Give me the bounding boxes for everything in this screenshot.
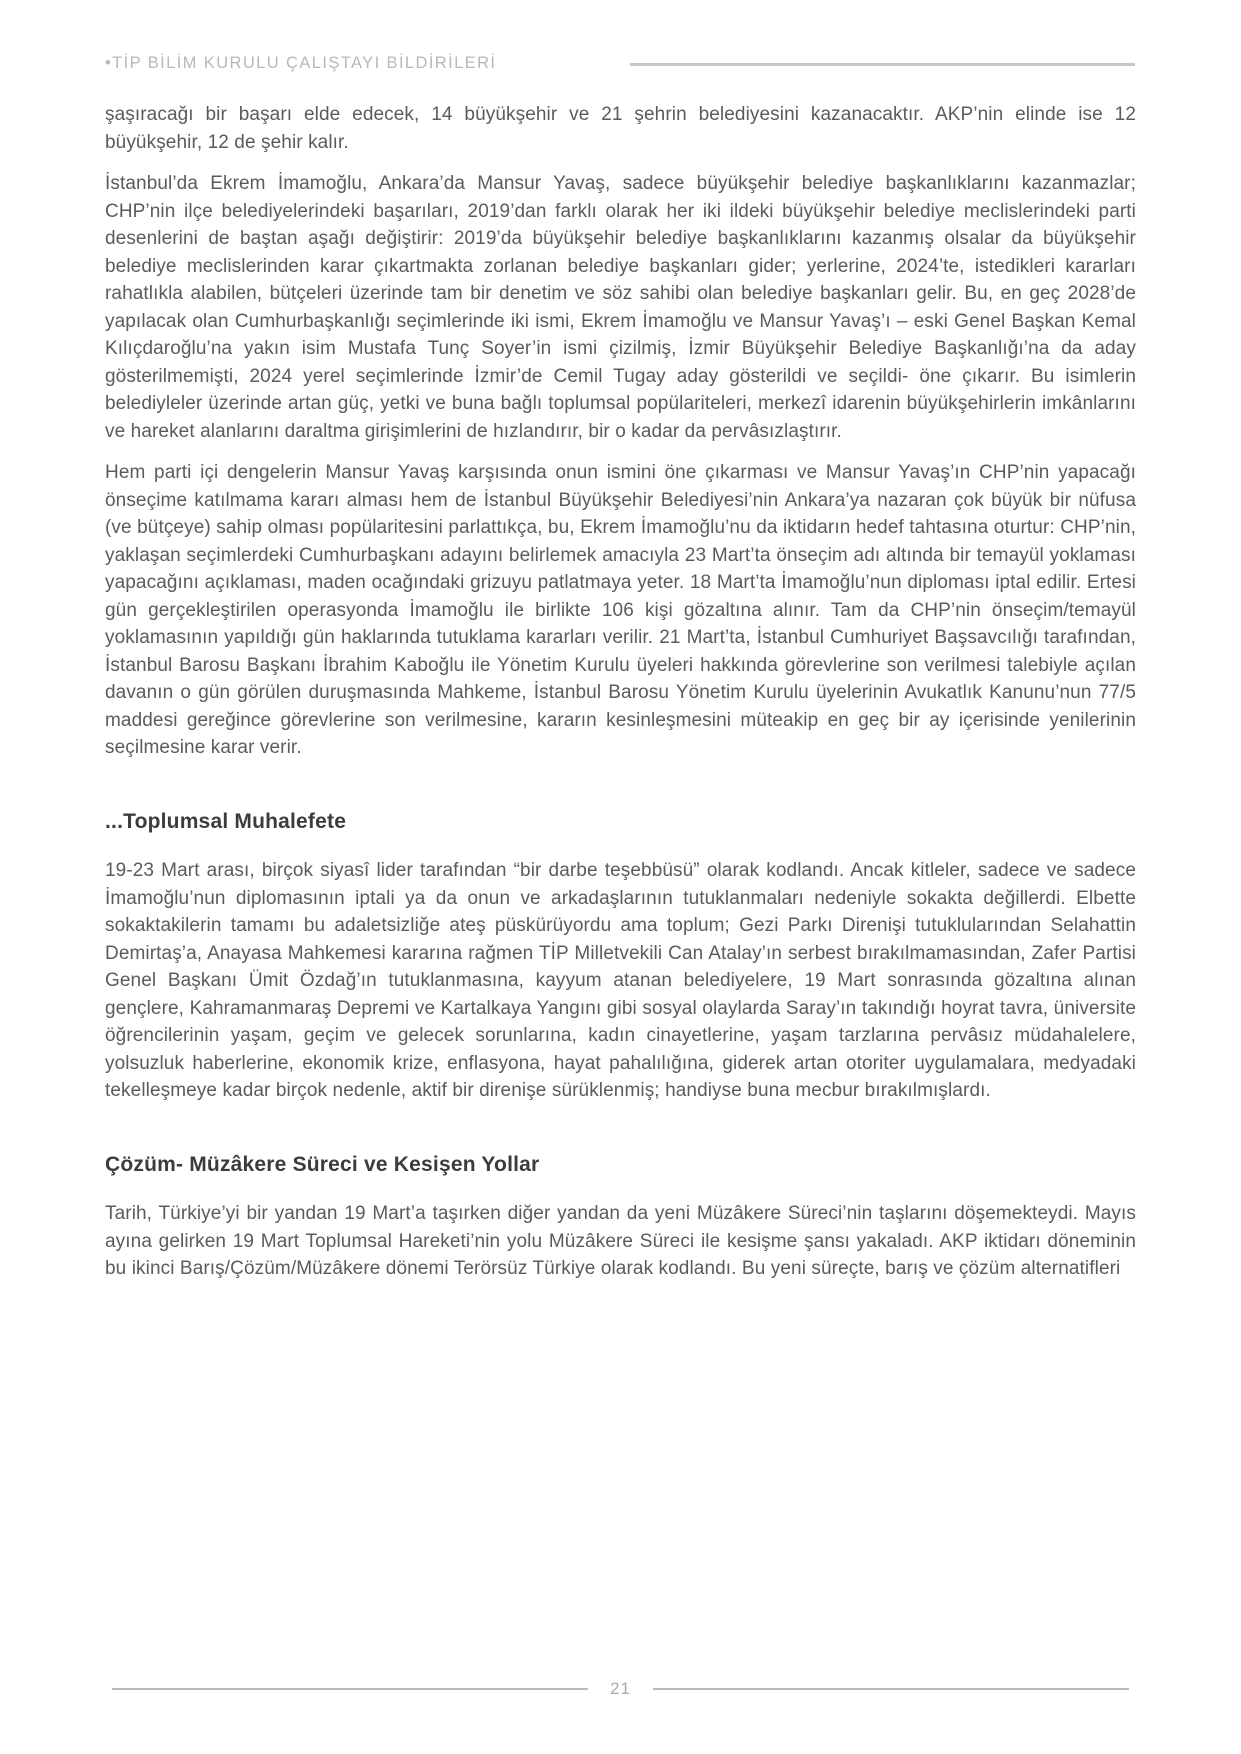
section-heading: Çözüm- Müzâkere Süreci ve Kesişen Yollar <box>105 1152 540 1176</box>
paragraph: şaşıracağı bir başarı elde edecek, 14 büyükşehir ve 21 şehrin belediyesini kazanacaktır. AKP’nin elinde ise 12 büyükşehir, 12 de şehir kalır. <box>105 104 1136 153</box>
page-footer <box>112 1679 1129 1699</box>
document-body <box>105 101 1136 1297</box>
paragraph: Hem parti içi dengelerin Mansur Yavaş karşısında onun ismini öne çıkarması ve Mansur Yavaş’ın CHP’nin yapacağı önseçime katılmama kararı alması hem de İstanbul Büyükşehir Belediyesi’nin Ankara’ya nazaran çok büyük bir nüfusa (ve bütçeye) sahip olması popülaritesini parlattıkça, bu, Ekrem İmamoğlu’nu da iktidarın hedef tahtasına oturtur: CHP’nin, yaklaşan seçimlerdeki Cumhurbaşkanı adayını belirlemek amacıyla 23 Mart’ta önseçim adı altında bir temayül yoklaması yapacağını açıklaması, maden ocağındaki grizuyu patlatmaya yeter. 18 Mart’ta İmamoğlu’nun diploması iptal edilir. Ertesi gün gerçekleştirilen operasyonda İmamoğlu ile birlikte 106 kişi gözaltına alınır. Tam da CHP’nin önseçim/temayül yoklamasının yapıldığı gün haklarında tutuklama kararları verilir. 21 Mart’ta, İstanbul Cumhuriyet Başsavcılığı tarafından, İstanbul Barosu Başkanı İbrahim Kaboğlu ile Yönetim Kurulu üyeleri hakkında görevlerine son verilmesi talebiyle açılan davanın o gün görülen duruşmasında Mahkeme, İstanbul Barosu Yönetim Kurulu üyelerinin Avukatlık Kanunu’nun 77/5 maddesi gereğince görevlerine son verilmesine, kararın kesinleşmesini müteakip en geç bir ay içerisinde yenilerinin seçilmesine karar verir. <box>105 462 1136 758</box>
page-number: 21 <box>610 1679 631 1698</box>
paragraph: 19-23 Mart arası, birçok siyasî lider tarafından “bir darbe teşebbüsü” olarak kodlandı. Ancak kitleler, sadece ve sadece İmamoğlu’nun diplomasının iptali ya da onun ve arkadaşlarının tutuklanmaları nedeniyle sokakta değillerdi. Elbette sokaktakilerin tamamı bu adaletsizliğe ateş püskürüyordu ama toplum; Gezi Parkı Direnişi tutuklularından Selahattin Demirtaş’a, Anayasa Mahkemesi kararına rağmen TİP Milletvekili Can Atalay’ın serbest bırakılmamasından, Zafer Partisi Genel Başkanı Ümit Özdağ’ın tutuklanmasına, kayyum atanan belediyelere, 19 Mart sonrasında gözaltına alınan gençlere, Kahramanmaraş Depremi ve Kartalkaya Yangını gibi sosyal olaylarda Saray’ın takındığı hoyrat tavra, üniversite öğrencilerinin yaşam, geçim ve gelecek sorunlarına, kadın cinayetlerine, yaşam tarzlarına pervâsız müdahalelere, yolsuzluk haberlerine, ekonomik krize, enflasyona, hayat pahalılığına, giderek artan otoriter uygulamalara, medyadaki tekelleşmeye kadar birçok nedenle, aktif bir direnişe sürüklenmiş; handiyse buna mecbur bırakılmışlardı. <box>105 860 1136 1101</box>
footer-rule-right <box>653 1688 1129 1690</box>
page-header <box>105 52 1135 78</box>
section-heading: ...Toplumsal Muhalefete <box>105 809 347 833</box>
footer-rule-left <box>112 1688 588 1690</box>
paragraph: Tarih, Türkiye’yi bir yandan 19 Mart’a taşırken diğer yandan da yeni Müzâkere Süreci’nin taşlarını döşemekteydi. Mayıs ayına gelirken 19 Mart Toplumsal Hareketi’nin yolu Müzâkere Süreci ile kesişme şansı yakaladı. AKP iktidarı döneminin bu ikinci Barış/Çözüm/Müzâkere dönemi Terörsüz Türkiye olarak kodlandı. Bu yeni süreçte, barış ve çözüm alternatifleri <box>105 1203 1136 1279</box>
running-header-title: •TİP BİLİM KURULU ÇALIŞTAYI BİLDİRİLERİ <box>105 54 497 72</box>
paragraph: İstanbul’da Ekrem İmamoğlu, Ankara’da Mansur Yavaş, sadece büyükşehir belediye başkanlıklarını kazanmazlar; CHP’nin ilçe belediyelerindeki başarıları, 2019’dan farklı olarak her iki ildeki büyükşehir belediye meclislerindeki parti desenlerini de baştan aşağı değiştirir: 2019’da büyükşehir belediye başkanlıklarını kazanmış olsalar da büyükşehir belediye meclislerinden karar çıkartmakta zorlanan belediye başkanları gider; yerlerine, 2024’te, istedikleri kararları rahatlıkla alabilen, bütçeleri üzerinde tam bir denetim ve söz sahibi olan belediye başkanları gelir. Bu, en geç 2028’de yapılacak olan Cumhurbaşkanlığı seçimlerinde iki ismi, Ekrem İmamoğlu ve Mansur Yavaş’ı – eski Genel Başkan Kemal Kılıçdaroğlu’na yakın isim Mustafa Tunç Soyer’in ismi çizilmiş, İzmir Büyükşehir Belediye Başkanlığı’na da aday gösterilmemişti, 2024 yerel seçimlerinde İzmir’de Cemil Tugay aday gösterildi ve seçildi- öne çıkarır. Bu isimlerin belediyleler üzerinde artan güç, yetki ve buna bağlı toplumsal popülariteleri, merkezî idarenin büyükşehirlerin imkânlarını ve hareket alanlarını daraltma girişimlerini de hızlandırır, bir o kadar da pervâsızlaştırır. <box>105 173 1136 442</box>
header-rule <box>630 63 1135 66</box>
